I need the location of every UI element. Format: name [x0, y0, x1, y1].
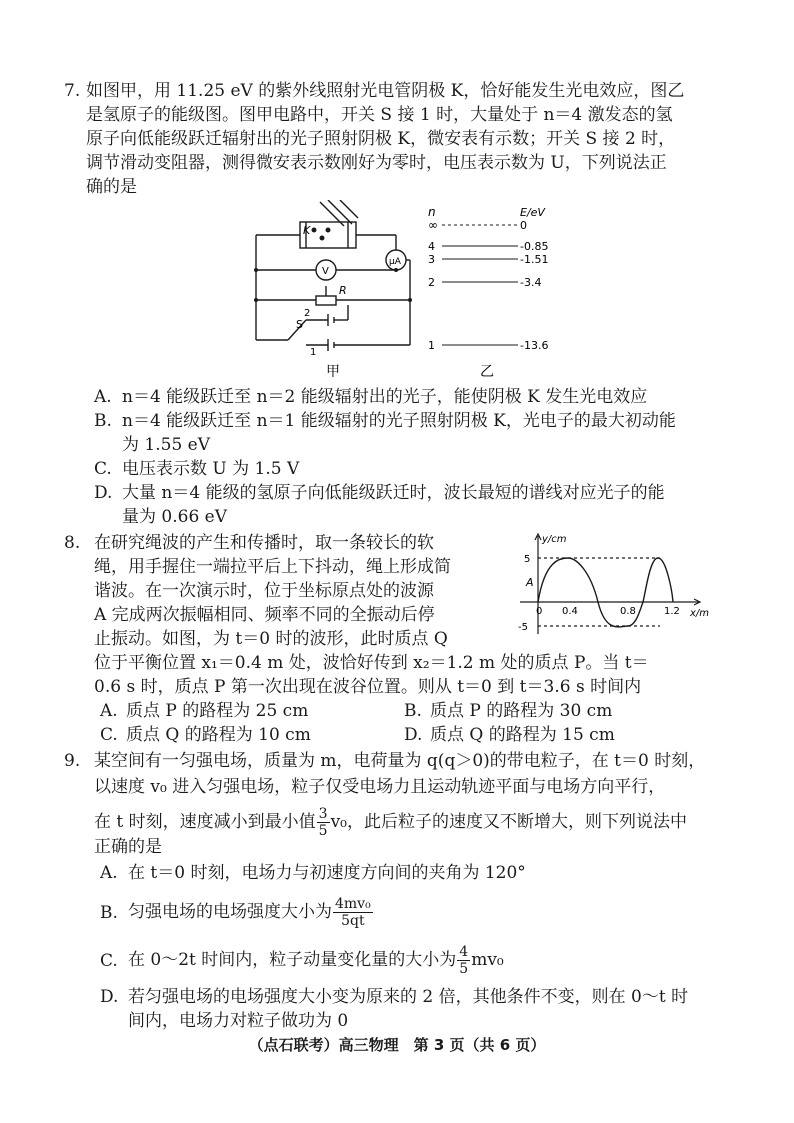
option-text: 质点 Q 的路程为 15 cm [430, 725, 615, 745]
fraction-denominator: 5qt [341, 913, 365, 929]
question-text-line: 某空间有一匀强电场，质量为 m，电荷量为 q(q＞0)的带电粒子，在 t＝0 时刻， [94, 751, 706, 771]
label-V: V [322, 266, 329, 277]
fraction-numerator: 4 [459, 944, 469, 960]
question-text-line: 原子向低能级跃迁辐射出的光子照射阴极 K，微安表有示数；开关 S 接 2 时， [86, 129, 676, 149]
option-text: 电压表示数 U 为 1.5 V [122, 459, 300, 479]
circuit-diagram [248, 200, 423, 380]
option-label: A. [100, 701, 118, 721]
option-text: n＝4 能级跃迁至 n＝2 能级辐射出的光子，能使阴极 K 发生光电效应 [122, 387, 648, 407]
level-n: ∞ [428, 218, 438, 232]
energy-level-diagram [424, 204, 574, 380]
level-n: 3 [428, 253, 435, 266]
fraction-numerator: 3 [318, 806, 328, 822]
figure-caption-jia: 甲 [326, 364, 340, 380]
fraction-denominator: 5 [318, 823, 328, 839]
question-number: 8. [64, 533, 81, 553]
fraction-denominator: 5 [459, 961, 469, 977]
question-text-line: 调节滑动变阻器，测得微安表示数刚好为零时，电压表示数为 U，下列说法正 [86, 153, 667, 173]
label-R: R [339, 284, 347, 297]
energy-header: E/eV [520, 206, 545, 219]
question-text-line: 以速度 v₀ 进入匀强电场，粒子仅受电场力且运动轨迹平面与电场方向平行， [94, 777, 666, 797]
question-text-line: 是氢原子的能级图。图甲电路中，开关 S 接 1 时，大量处于 n＝4 激发态的氢 [86, 105, 673, 125]
option-label: C. [94, 459, 112, 479]
fraction [333, 896, 373, 929]
question-number: 9. [64, 751, 81, 771]
x-tick: 0 [536, 606, 543, 617]
option-label: D. [404, 725, 423, 745]
level-energy: -13.6 [520, 339, 549, 352]
y-tick: 5 [524, 554, 531, 565]
label-microammeter: μA [389, 257, 401, 267]
question-text-line: 在研究绳波的产生和传播时，取一条较长的软 [94, 533, 434, 553]
x-axis-label: x/m [690, 608, 710, 619]
label-switch-2: 2 [304, 308, 311, 319]
fraction-numerator: 4mv₀ [335, 896, 371, 912]
option-text [128, 896, 374, 929]
text-segment: 在 0～2t 时间内，粒子动量变化量的大小为 [128, 950, 457, 970]
level-n: 1 [428, 339, 435, 352]
option-text: 在 t＝0 时刻，电场力与初速度方向间的夹角为 120° [128, 863, 526, 883]
label-S: S [296, 318, 303, 331]
x-tick: 0.8 [620, 606, 636, 617]
option-text: n＝4 能级跃迁至 n＝1 能级辐射的光子照射阴极 K，光电子的最大初动能 [122, 411, 676, 431]
option-label: D. [94, 483, 113, 503]
wave-graph [500, 530, 720, 642]
option-text: 质点 Q 的路程为 10 cm [126, 725, 311, 745]
x-tick: 0.4 [562, 606, 578, 617]
level-n: 4 [428, 240, 435, 253]
fraction [457, 944, 470, 977]
option-label: B. [100, 903, 118, 923]
question-text-line [94, 806, 687, 839]
page-footer: （点石联考）高三物理 第 3 页（共 6 页） [248, 1036, 546, 1054]
text-segment: 匀强电场的电场强度大小为 [128, 902, 332, 922]
option-text: 若匀强电场的电场强度大小变为原来的 2 倍，其他条件不变，则在 0～t 时 [128, 987, 689, 1007]
y-tick: -5 [518, 622, 528, 633]
question-text-line: 谐波。在一次演示时，位于坐标原点处的波源 [94, 581, 434, 601]
option-text: 为 1.55 eV [122, 435, 210, 455]
label-switch-1: 1 [310, 347, 317, 358]
option-text: 大量 n＝4 能级的氢原子向低能级跃迁时，波长最短的谱线对应光子的能 [122, 483, 665, 503]
option-text: 量为 0.66 eV [122, 507, 227, 527]
option-label: A. [94, 387, 112, 407]
question-text-line: 确的是 [86, 177, 137, 197]
question-text-line: 0.6 s 时，质点 P 第一次出现在波谷位置。则从 t＝0 到 t＝3.6 s 时间内 [94, 677, 642, 697]
level-energy: -1.51 [520, 253, 549, 266]
option-label: B. [94, 411, 112, 431]
fraction [317, 806, 330, 839]
question-text-line: 绳，用手握住一端拉平后上下抖动，绳上形成简 [94, 557, 451, 577]
question-text-line: 位于平衡位置 x₁＝0.4 m 处，波恰好传到 x₂＝1.2 m 处的质点 P。当 t＝ [94, 653, 649, 673]
question-text-line: 正确的是 [94, 837, 162, 857]
level-energy: -0.85 [520, 240, 549, 253]
option-text: 质点 P 的路程为 25 cm [126, 701, 309, 721]
option-label: C. [100, 951, 118, 971]
option-label: C. [100, 725, 118, 745]
level-energy: -3.4 [520, 276, 542, 289]
text-segment: v₀，此后粒子的速度又不断增大，则下列说法中 [330, 812, 687, 832]
question-number: 7. [64, 81, 81, 101]
option-label: A. [100, 863, 118, 883]
text-segment: mv₀ [471, 950, 504, 970]
level-energy: 0 [520, 219, 527, 232]
question-text-line: 止振动。如图，为 t＝0 时的波形，此时质点 Q [94, 629, 448, 649]
question-text-line: A 完成两次振幅相同、频率不同的全振动后停 [94, 605, 435, 625]
option-text [128, 944, 504, 977]
x-tick: 1.2 [664, 606, 680, 617]
option-label: B. [404, 701, 422, 721]
option-label: D. [100, 987, 119, 1007]
option-text: 质点 P 的路程为 30 cm [430, 701, 613, 721]
point-A-label: A [526, 576, 534, 589]
text-segment: 在 t 时刻，速度减小到最小值 [94, 812, 316, 832]
question-text-line: 如图甲，用 11.25 eV 的紫外线照射光电管阴极 K，恰好能发生光电效应，图乙 [86, 81, 685, 101]
figure-caption-yi: 乙 [480, 364, 494, 380]
level-n: 2 [428, 276, 435, 289]
label-K: K [303, 224, 311, 237]
y-axis-label: y/cm [542, 534, 567, 545]
option-text: 间内，电场力对粒子做功为 0 [128, 1011, 349, 1031]
n-header: n [428, 205, 436, 219]
